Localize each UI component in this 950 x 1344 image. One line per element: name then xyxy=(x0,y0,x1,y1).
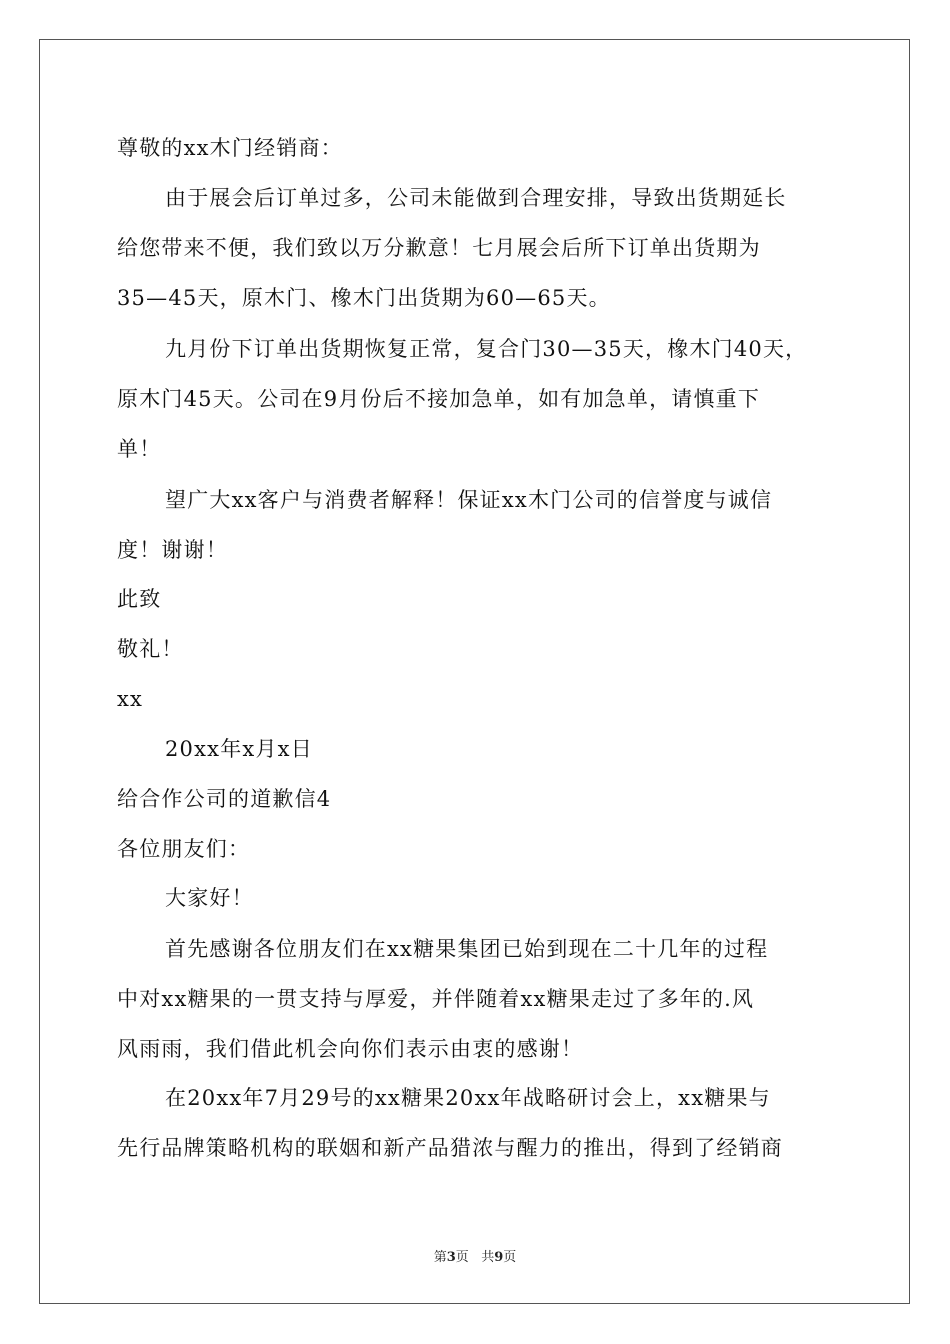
paragraph-line: 35—45天，原木门、橡木门出货期为60—65天。 xyxy=(117,286,611,310)
paragraph-line: 在20xx年7月29号的xx糖果20xx年战略研讨会上，xx糖果与 xyxy=(165,1086,771,1110)
paragraph-line: 中对xx糖果的一贯支持与厚爱，并伴随着xx糖果走过了多年的.风 xyxy=(117,987,755,1011)
salutation: 各位朋友们： xyxy=(117,837,251,861)
footer-page-word: 页 xyxy=(455,1250,469,1265)
paragraph-line: 单！ xyxy=(117,437,162,461)
total-page-number: 9 xyxy=(494,1250,504,1265)
footer-prefix: 第 xyxy=(433,1250,447,1265)
paragraph-line: 度！谢谢！ xyxy=(117,538,228,562)
signature: xx xyxy=(117,687,144,711)
date-line: 20xx年x月x日 xyxy=(165,737,313,761)
paragraph-line: 风雨雨，我们借此机会向你们表示由衷的感谢！ xyxy=(117,1037,584,1061)
paragraph-line: 原木门45天。公司在9月份后不接加急单，如有加急单，请慎重下 xyxy=(117,387,761,411)
greeting: 大家好！ xyxy=(165,886,254,910)
paragraph-line: 由于展会后订单过多，公司未能做到合理安排，导致出货期延长 xyxy=(165,186,787,210)
paragraph-line: 给您带来不便，我们致以万分歉意！七月展会后所下订单出货期为 xyxy=(117,236,761,260)
footer-total-prefix: 共 xyxy=(481,1250,495,1265)
paragraph-line: 首先感谢各位朋友们在xx糖果集团已始到现在二十几年的过程 xyxy=(165,937,769,961)
page-border xyxy=(39,39,910,1304)
salutation: 尊敬的xx木门经销商： xyxy=(117,136,343,160)
paragraph-line: 望广大xx客户与消费者解释！保证xx木门公司的信誉度与诚信 xyxy=(165,488,773,512)
page-footer xyxy=(0,1246,950,1265)
section-title: 给合作公司的道歉信4 xyxy=(117,787,332,811)
closing-line: 敬礼！ xyxy=(117,637,184,661)
paragraph-line: 九月份下订单出货期恢复正常，复合门30—35天，橡木门40天， xyxy=(165,337,808,361)
footer-total-suffix: 页 xyxy=(503,1250,517,1265)
closing-line: 此致 xyxy=(117,587,162,611)
paragraph-line: 先行品牌策略机构的联姻和新产品猎浓与醒力的推出，得到了经销商 xyxy=(117,1136,783,1160)
current-page-number: 3 xyxy=(446,1250,456,1265)
